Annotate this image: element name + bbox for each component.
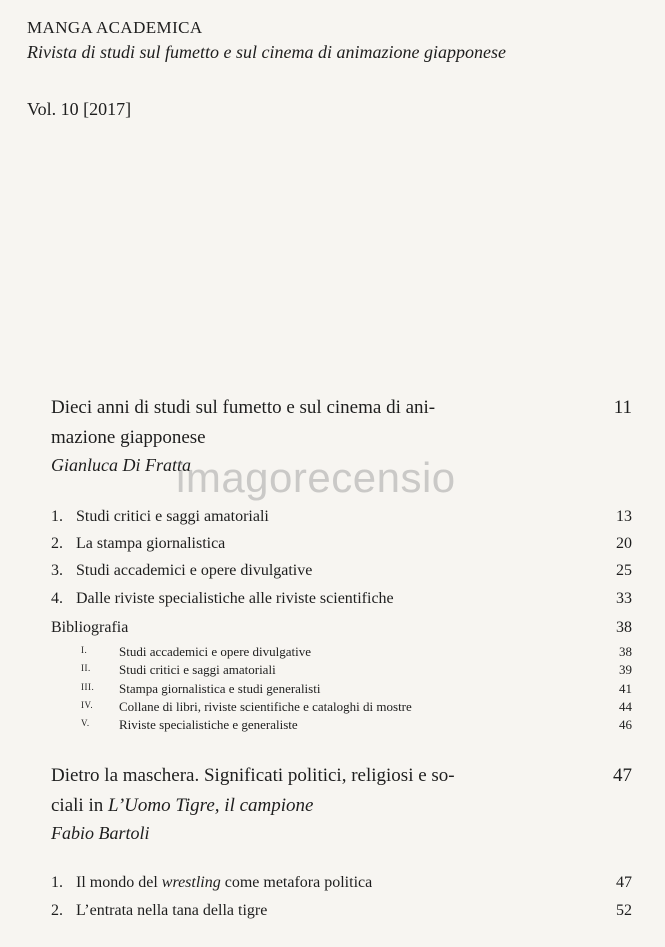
subsection-page: 38 bbox=[619, 644, 632, 659]
article-1-title-line-1: Dieci anni di studi sul fumetto e sul cinema di ani- bbox=[51, 397, 436, 418]
toc-section bbox=[51, 874, 632, 896]
section-page: 20 bbox=[616, 535, 632, 552]
article-1-author: Gianluca Di Fratta bbox=[51, 455, 191, 475]
section-label: L’entrata nella tana della tigre bbox=[76, 902, 268, 919]
section-number: 2. bbox=[51, 535, 63, 552]
subsection-page: 46 bbox=[619, 717, 632, 732]
bibliography-subsection bbox=[81, 717, 632, 735]
bibliography-entry bbox=[51, 619, 632, 641]
subsection-numeral: I. bbox=[81, 645, 88, 655]
toc-section bbox=[51, 508, 632, 530]
section-label: La stampa giornalistica bbox=[76, 535, 226, 552]
subsection-label: Studi accademici e opere divulgative bbox=[119, 644, 312, 659]
section-label-suffix: come metafora politica bbox=[220, 874, 373, 891]
subsection-numeral: III. bbox=[81, 682, 95, 692]
article-2-title-line-2 bbox=[51, 795, 313, 817]
section-label: Studi accademici e opere divulgative bbox=[76, 562, 313, 579]
section-label-italic: wrestling bbox=[161, 874, 221, 891]
section-page: 13 bbox=[616, 508, 632, 525]
toc-section bbox=[51, 562, 632, 584]
bibliography-subsection bbox=[81, 662, 632, 680]
subsection-label: Stampa giornalistica e studi generalisti bbox=[119, 681, 321, 696]
section-number: 3. bbox=[51, 562, 63, 579]
section-page: 33 bbox=[616, 590, 632, 607]
journal-subtitle: Rivista di studi sul fumetto e sul cinema di animazione giapponese bbox=[27, 42, 506, 62]
toc-section bbox=[51, 590, 632, 612]
article-2-author: Fabio Bartoli bbox=[51, 823, 150, 843]
subsection-label: Riviste specialistiche e generaliste bbox=[119, 717, 298, 732]
subsection-numeral: II. bbox=[81, 663, 91, 673]
article-2-page: 47 bbox=[613, 765, 632, 786]
section-page: 52 bbox=[616, 902, 632, 919]
article-2-title-prefix: ciali in bbox=[51, 795, 108, 816]
section-label: Dalle riviste specialistiche alle riviste scientifiche bbox=[76, 590, 394, 607]
article-1-title-line-2: mazione giapponese bbox=[51, 427, 206, 448]
bibliography-page: 38 bbox=[616, 619, 632, 636]
article-2-title-italic: L’Uomo Tigre, il campione bbox=[107, 795, 314, 816]
journal-title: MANGA ACADEMICA bbox=[27, 18, 203, 37]
article-1-page: 11 bbox=[613, 397, 632, 418]
subsection-label: Collane di libri, riviste scientifiche e cataloghi di mostre bbox=[119, 699, 412, 714]
section-number: 2. bbox=[51, 902, 63, 919]
section-number: 1. bbox=[51, 874, 63, 891]
section-label-prefix: Il mondo del bbox=[76, 874, 162, 891]
bibliography-subsection bbox=[81, 681, 632, 699]
bibliography-label: Bibliografia bbox=[51, 619, 129, 636]
section-label bbox=[76, 874, 372, 892]
section-page: 25 bbox=[616, 562, 632, 579]
subsection-page: 41 bbox=[619, 681, 632, 696]
section-page: 47 bbox=[616, 874, 632, 891]
section-label: Studi critici e saggi amatoriali bbox=[76, 508, 269, 525]
article-2-title-line-1: Dietro la maschera. Significati politici, religiosi e so- bbox=[51, 765, 455, 786]
volume-label: Vol. 10 [2017] bbox=[27, 99, 132, 119]
subsection-page: 39 bbox=[619, 662, 632, 677]
subsection-numeral: V. bbox=[81, 718, 90, 728]
subsection-numeral: IV. bbox=[81, 700, 94, 710]
watermark: imagorecensio bbox=[176, 454, 456, 501]
toc-section bbox=[51, 535, 632, 557]
section-number: 4. bbox=[51, 590, 63, 607]
bibliography-subsection bbox=[81, 644, 632, 662]
bibliography-subsection bbox=[81, 699, 632, 717]
section-number: 1. bbox=[51, 508, 63, 525]
subsection-label: Studi critici e saggi amatoriali bbox=[119, 662, 276, 677]
toc-section bbox=[51, 902, 632, 924]
subsection-page: 44 bbox=[619, 699, 632, 714]
